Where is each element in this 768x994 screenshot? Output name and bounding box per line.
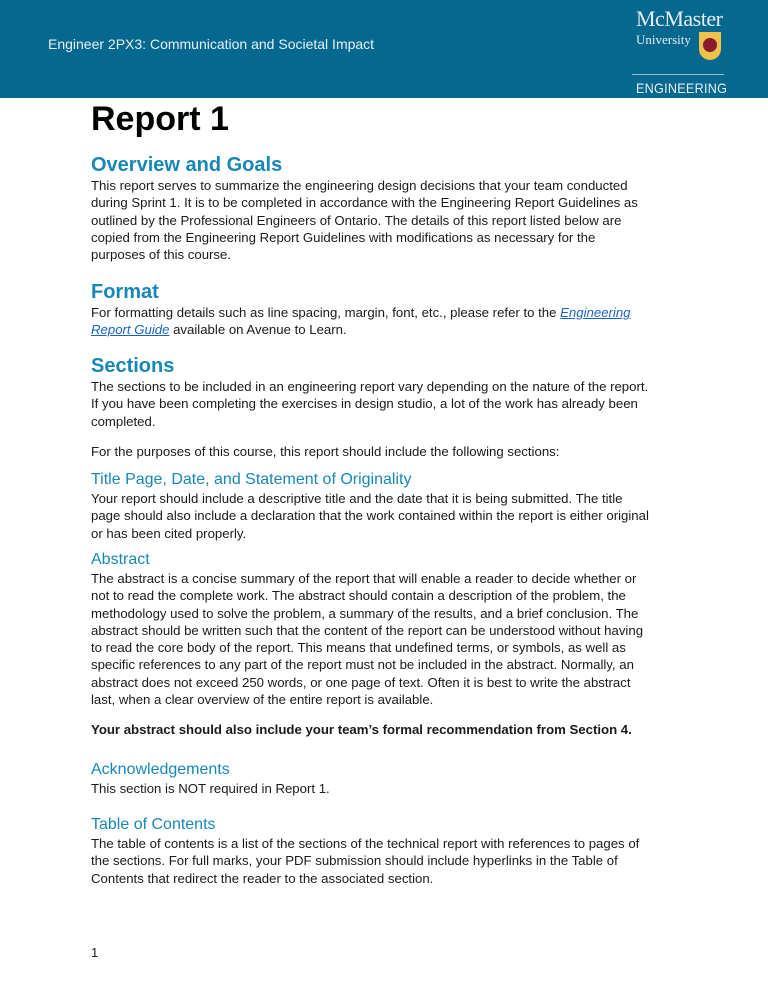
format-section	[91, 280, 691, 339]
text: For formatting details such as line spacing, margin, font, etc., please refer to the	[91, 305, 561, 320]
text: available on Avenue to Learn.	[169, 322, 347, 338]
text-line: This report serves to summarize the engineering design decisions that your team conducted	[91, 178, 628, 193]
subsection-heading: Table of Contents	[91, 816, 216, 833]
text-line: purposes of this course.	[91, 247, 232, 263]
mcmaster-engineering-logo	[636, 6, 728, 96]
section-heading: Sections	[91, 355, 175, 377]
text-line: This section is NOT required in Report 1.	[91, 781, 330, 796]
logo-name: McMaster	[636, 6, 723, 31]
subsection-heading: Abstract	[91, 551, 150, 568]
text-line: to read the core body of the report. This means that undefined terms, or symbols, as well as	[91, 640, 626, 656]
logo-sub: University	[636, 32, 691, 47]
abstract-note: Your abstract should also include your team’s formal recommendation from Section 4.	[91, 722, 632, 738]
page-header	[0, 0, 768, 98]
subsection-heading: Acknowledgements	[91, 761, 230, 778]
text-line: copied from the Engineering Report Guidelines with modifications as necessary for the	[91, 229, 596, 245]
logo-faculty: ENGINEERING	[636, 80, 728, 96]
text-line: during Sprint 1. It is to be completed in accordance with the Engineering Report Guidelines as	[91, 195, 638, 211]
text-line: completed.	[91, 413, 156, 429]
course-title: Engineer 2PX3: Communication and Societal Impact	[48, 36, 375, 52]
toc-section	[91, 815, 691, 887]
text-line: If you have been completing the exercises in design studio, a lot of the work has already been	[91, 396, 638, 412]
text-line: For the purposes of this course, this report should include the following sections:	[91, 443, 560, 459]
text-line: specific references to any part of the report must not be included in the abstract. Normally, an	[91, 657, 634, 673]
text-line: outlined by the Professional Engineers of Ontario. The details of this report listed below are	[91, 212, 622, 228]
abstract-section	[91, 550, 691, 739]
engineering-report-guide-link-cont[interactable]: Report Guide	[91, 322, 170, 338]
sections-section	[91, 354, 691, 460]
text-line: The abstract is a concise summary of the report that will enable a reader to decide whether or	[91, 571, 637, 586]
text-line: last, when a clear overview of the entire report is available.	[91, 692, 434, 708]
page-number: 1	[91, 945, 99, 960]
crest-icon	[699, 32, 721, 60]
text-line: the sections. For full marks, your PDF submission should include hyperlinks in the Table of	[91, 853, 618, 869]
text-line: Contents that redirect the reader to the associated section.	[91, 870, 434, 886]
text-line: methodology used to solve the problem, a summary of the results, and a brief conclusion. The	[91, 605, 639, 621]
text-line: or has been cited properly.	[91, 525, 247, 541]
engineering-report-guide-link[interactable]: Engineering	[560, 305, 631, 320]
text-line: not to read the complete work. The abstract should contain a description of the problem, the	[91, 588, 626, 604]
section-heading: Format	[91, 281, 159, 303]
section-heading: Overview and Goals	[91, 154, 283, 176]
page-title: Report 1	[91, 100, 229, 138]
text-line: The table of contents is a list of the sections of the technical report with references to pages of	[91, 836, 640, 851]
text-line: The sections to be included in an engineering report vary depending on the nature of the report.	[91, 379, 649, 394]
subsection-heading: Title Page, Date, and Statement of Originality	[91, 471, 412, 488]
text-line: Your report should include a descriptive title and the date that it is being submitted. The title	[91, 491, 623, 506]
text-line: abstract should be written such that the content of the report can be understood without having	[91, 622, 644, 638]
title-page-section	[91, 470, 691, 542]
overview-section	[91, 153, 691, 263]
acknowledgements-section	[91, 760, 691, 797]
text-line: abstract does not exceed 250 words, or one page of text. Often it is best to write the abstract	[91, 674, 631, 690]
text-line: page should also include a declaration that the work contained within the report is either original	[91, 508, 649, 524]
logo-divider	[632, 74, 724, 75]
